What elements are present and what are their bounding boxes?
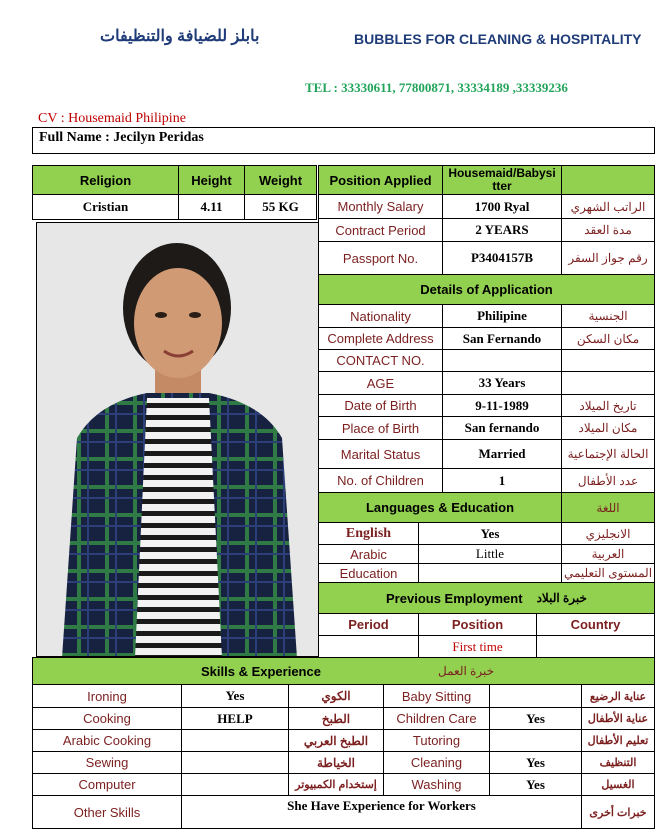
education-label: Education (318, 563, 419, 583)
address-label: Complete Address (318, 327, 443, 350)
previous-employment-header (318, 582, 655, 614)
telephone-numbers: TEL : 33330611, 77800871, 33334189 ,33339236 (305, 80, 568, 95)
place-of-birth-value: San fernando (442, 416, 562, 440)
contact-no-label: CONTACT NO. (318, 349, 443, 372)
skill-washing-arabic: الغسيل (581, 773, 655, 796)
skill-ironing-label: Ironing (32, 684, 182, 708)
arabic-label: Arabic (318, 544, 419, 564)
period-header: Period (318, 613, 419, 636)
skills-title-arabic: خبرة العمل (438, 664, 495, 678)
skill-arabiccooking-value (181, 729, 289, 752)
previous-employment-arabic: خبرة البلاد (536, 591, 587, 605)
english-value: Yes (418, 522, 562, 545)
skill-cooking-label: Cooking (32, 707, 182, 730)
position-applied-value: Housemaid/Babysitter (442, 165, 562, 195)
position-applied-empty (561, 165, 655, 195)
contact-no-arabic (561, 349, 655, 372)
dob-arabic: تاريخ الميلاد (561, 394, 655, 417)
address-arabic: مكان السكن (561, 327, 655, 350)
skill-computer-arabic: إستخدام الكمبيوتر (288, 773, 384, 796)
skill-arabiccooking-arabic: الطبخ العربي (288, 729, 384, 752)
country-value (536, 635, 655, 658)
monthly-salary-label: Monthly Salary (318, 194, 443, 219)
skills-header (32, 657, 655, 685)
marital-status-value: Married (442, 439, 562, 469)
skill-cooking-value: HELP (181, 707, 289, 730)
weight-value: 55 KG (244, 194, 317, 220)
skill-arabiccooking-label: Arabic Cooking (32, 729, 182, 752)
english-arabic: الانجليزي (561, 522, 655, 545)
skill-babysitting-arabic: عناية الرضيع (581, 684, 655, 708)
other-skills-value: She Have Experience for Workers (181, 795, 582, 829)
contract-period-value: 2 YEARS (442, 218, 562, 242)
skill-cleaning-arabic: التنظيف (581, 751, 655, 774)
height-value: 4.11 (178, 194, 245, 220)
skill-sewing-arabic: الخياطة (288, 751, 384, 774)
arabic-value: Little (418, 544, 562, 564)
age-value: 33 Years (442, 371, 562, 395)
height-header: Height (178, 165, 245, 195)
languages-header: Languages & Education (318, 492, 562, 523)
skill-ironing-arabic: الكوي (288, 684, 384, 708)
skill-sewing-value (181, 751, 289, 774)
skill-tutoring-label: Tutoring (383, 729, 490, 752)
dob-value: 9-11-1989 (442, 394, 562, 417)
languages-header-arabic: اللغة (561, 492, 655, 523)
cv-title: CV : Housemaid Philipine (38, 111, 186, 126)
period-value (318, 635, 419, 658)
company-name-arabic: بابلز للضيافة والتنظيفات (100, 28, 260, 45)
monthly-salary-value: 1700 Ryal (442, 194, 562, 219)
children-label: No. of Children (318, 468, 443, 493)
weight-header: Weight (244, 165, 317, 195)
religion-header: Religion (32, 165, 179, 195)
skill-tutoring-arabic: تعليم الأطفال (581, 729, 655, 752)
passport-label: Passport No. (318, 241, 443, 275)
skill-computer-value (181, 773, 289, 796)
contact-no-value (442, 349, 562, 372)
skill-cleaning-value: Yes (489, 751, 582, 774)
nationality-value: Philipine (442, 304, 562, 328)
place-of-birth-arabic: مكان الميلاد (561, 416, 655, 440)
skill-tutoring-value (489, 729, 582, 752)
contract-period-label: Contract Period (318, 218, 443, 242)
passport-arabic: رقم جواز السفر (561, 241, 655, 275)
education-arabic: المستوى التعليمي (561, 563, 655, 583)
company-name-english: BUBBLES FOR CLEANING & HOSPITALITY (354, 31, 642, 47)
place-of-birth-label: Place of Birth (318, 416, 443, 440)
arabic-arabic: العربية (561, 544, 655, 564)
skill-childrencare-arabic: عناية الأطفال (581, 707, 655, 730)
position-header: Position (418, 613, 537, 636)
skill-sewing-label: Sewing (32, 751, 182, 774)
english-label: English (318, 522, 419, 545)
nationality-label: Nationality (318, 304, 443, 328)
marital-status-label: Marital Status (318, 439, 443, 469)
other-skills-arabic: خبرات أخرى (581, 795, 655, 829)
religion-value: Cristian (32, 194, 179, 220)
candidate-photo (36, 222, 319, 657)
dob-label: Date of Birth (318, 394, 443, 417)
skill-computer-label: Computer (32, 773, 182, 796)
age-arabic (561, 371, 655, 395)
position-applied-label: Position Applied (318, 165, 443, 195)
skill-ironing-value: Yes (181, 684, 289, 708)
country-header: Country (536, 613, 655, 636)
address-value: San Fernando (442, 327, 562, 350)
skill-babysitting-value (489, 684, 582, 708)
age-label: AGE (318, 371, 443, 395)
passport-value: P3404157B (442, 241, 562, 275)
skill-cleaning-label: Cleaning (383, 751, 490, 774)
skill-washing-label: Washing (383, 773, 490, 796)
full-name: Full Name : Jecilyn Peridas (32, 127, 655, 154)
children-arabic: عدد الأطفال (561, 468, 655, 493)
previous-employment-title: Previous Employment (386, 590, 523, 606)
contract-period-arabic: مدة العقد (561, 218, 655, 242)
marital-status-arabic: الحالة الإجتماعية (561, 439, 655, 469)
details-of-application-header: Details of Application (318, 274, 655, 305)
skills-title: Skills & Experience (201, 663, 321, 679)
education-value (418, 563, 562, 583)
skill-babysitting-label: Baby Sitting (383, 684, 490, 708)
other-skills-label: Other Skills (32, 795, 182, 829)
skill-childrencare-label: Children Care (383, 707, 490, 730)
position-value: First time (418, 635, 537, 658)
children-value: 1 (442, 468, 562, 493)
skill-childrencare-value: Yes (489, 707, 582, 730)
monthly-salary-arabic: الراتب الشهري (561, 194, 655, 219)
skill-cooking-arabic: الطبخ (288, 707, 384, 730)
skill-washing-value: Yes (489, 773, 582, 796)
nationality-arabic: الجنسية (561, 304, 655, 328)
